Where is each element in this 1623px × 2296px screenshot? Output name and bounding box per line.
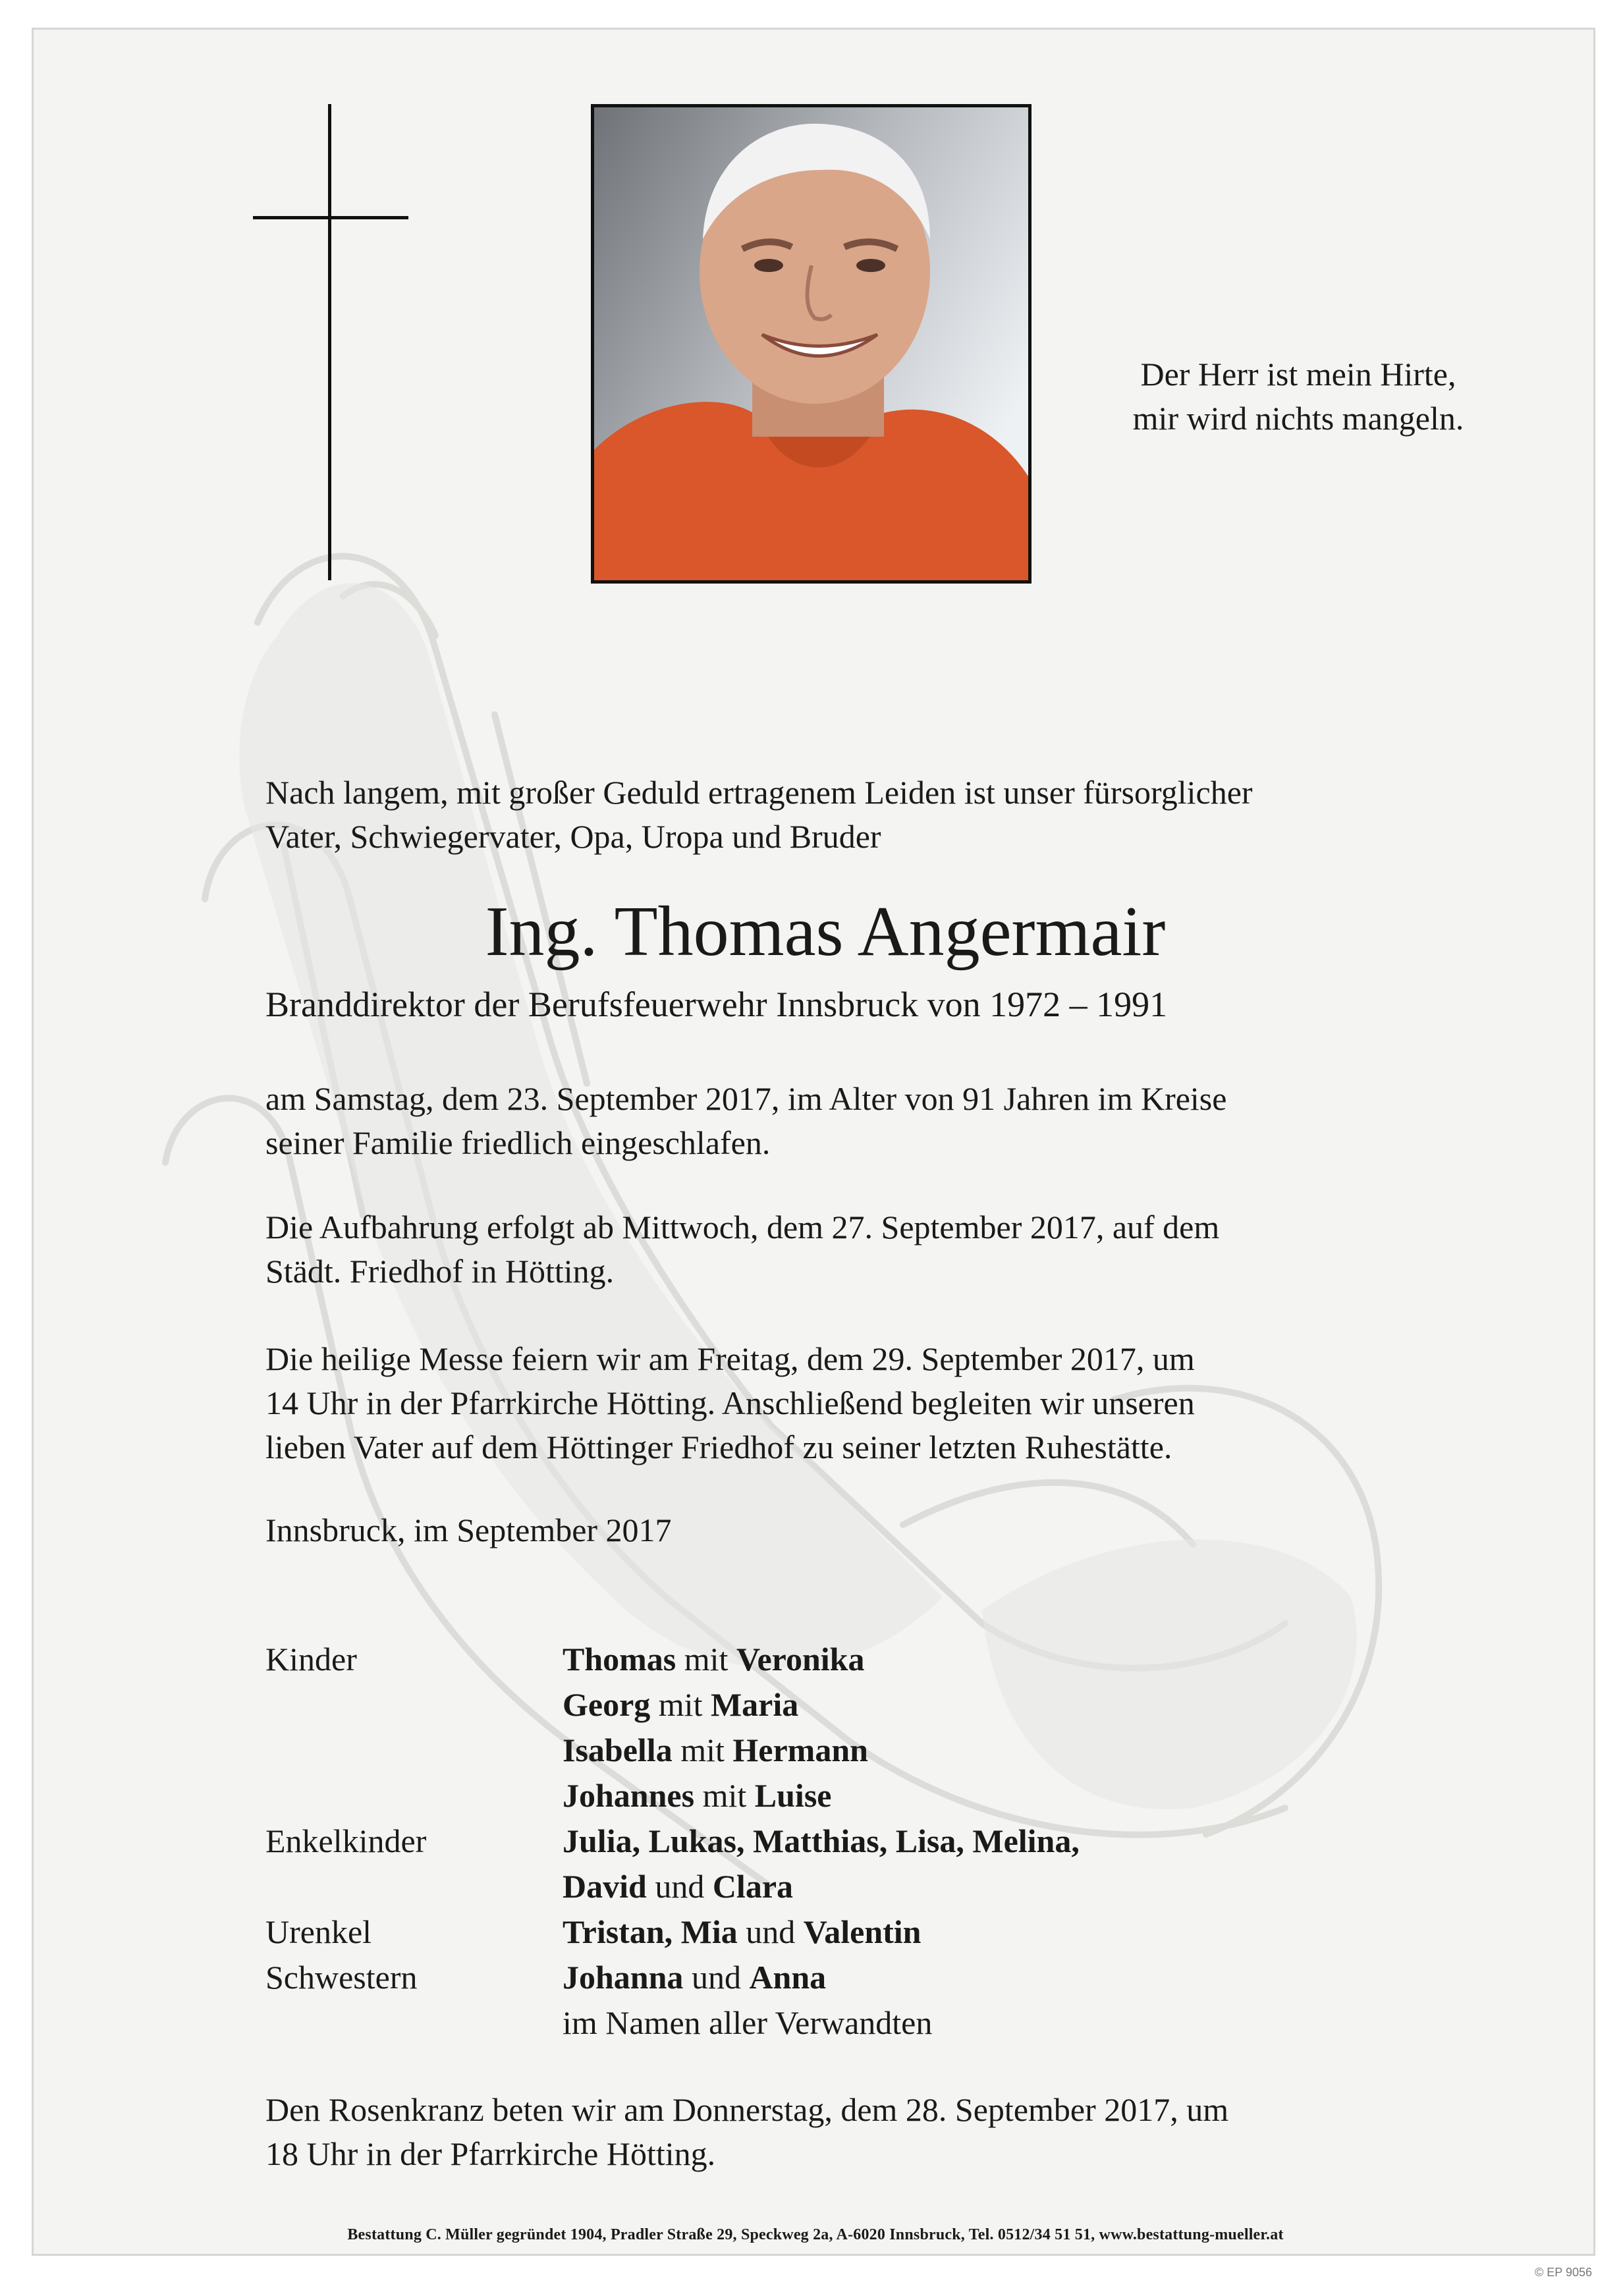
family-names: David und Clara: [563, 1868, 794, 1905]
print-code: © EP 9056: [1535, 2266, 1592, 2279]
place-date: Innsbruck, im September 2017: [265, 1512, 672, 1548]
family-row: [265, 1773, 1451, 1818]
deceased-title: Branddirektor der Berufsfeuerwehr Innsbruck von 1972 – 1991: [265, 985, 1168, 1024]
viewing-line: Städt. Friedhof in Hötting.: [265, 1253, 615, 1290]
family-names: Thomas mit Veronika: [563, 1641, 865, 1678]
family-names: Georg mit Maria: [563, 1686, 799, 1723]
family-names: Julia, Lukas, Matthias, Lisa, Melina,: [563, 1822, 1080, 1859]
intro-line: Nach langem, mit großer Geduld ertragenem Leiden ist unser fürsorglicher: [265, 774, 1253, 811]
family-row: [265, 1728, 1451, 1773]
deceased-name: Ing. Thomas Angermair: [485, 892, 1166, 971]
funeral-home-footer: Bestattung C. Müller gegründet 1904, Pradler Straße 29, Speckweg 2a, A-6020 Innsbruck, Tel. 0512/34 51 51, www.bestattung-mueller.at: [347, 2226, 1284, 2243]
death-line: seiner Familie friedlich eingeschlafen.: [265, 1124, 771, 1161]
cross-vertical-bar: [328, 104, 331, 580]
mass-line: lieben Vater auf dem Höttinger Friedhof zu seiner letzten Ruhestätte.: [265, 1429, 1172, 1465]
family-names: Johanna und Anna: [563, 1959, 827, 1996]
family-row: [265, 2000, 1451, 2046]
family-row: [265, 1909, 1451, 1955]
family-closing: im Namen aller Verwandten: [563, 2004, 933, 2041]
viewing-paragraph: [265, 1205, 1385, 1294]
cross-horizontal-bar: [253, 216, 408, 219]
intro-paragraph: [265, 771, 1385, 859]
bible-verse: [1061, 352, 1535, 441]
rosary-paragraph: [265, 2088, 1385, 2176]
family-row: [265, 1955, 1451, 2000]
family-row: [265, 1818, 1451, 1864]
family-names: Tristan, Mia und Valentin: [563, 1913, 922, 1950]
family-label: Kinder: [265, 1641, 357, 1678]
viewing-line: Die Aufbahrung erfolgt ab Mittwoch, dem 27. September 2017, auf dem: [265, 1209, 1220, 1245]
rosary-line: Den Rosenkranz beten wir am Donnerstag, dem 28. September 2017, um: [265, 2091, 1229, 2128]
intro-line: Vater, Schwiegervater, Opa, Uropa und Bruder: [265, 818, 881, 855]
portrait-photo: [591, 104, 1032, 584]
mass-line: Die heilige Messe feiern wir am Freitag, dem 29. September 2017, um: [265, 1340, 1195, 1377]
verse-line: mir wird nichts mangeln.: [1132, 400, 1464, 437]
family-label: Enkelkinder: [265, 1822, 427, 1859]
family-names: Johannes mit Luise: [563, 1777, 832, 1814]
family-label: Urenkel: [265, 1913, 372, 1950]
family-names: Isabella mit Hermann: [563, 1732, 868, 1768]
obituary-sheet: [32, 28, 1595, 2256]
family-row: [265, 1864, 1451, 1909]
family-row: [265, 1637, 1451, 1682]
mass-paragraph: [265, 1337, 1385, 1469]
family-label: Schwestern: [265, 1959, 418, 1996]
death-paragraph: [265, 1077, 1385, 1165]
family-row: [265, 1682, 1451, 1728]
death-line: am Samstag, dem 23. September 2017, im Alter von 91 Jahren im Kreise: [265, 1080, 1227, 1117]
rosary-line: 18 Uhr in der Pfarrkirche Hötting.: [265, 2135, 716, 2172]
family-list: [265, 1637, 1451, 2046]
portrait-illustration: [594, 107, 1028, 580]
mass-line: 14 Uhr in der Pfarrkirche Hötting. Anschließend begleiten wir unseren: [265, 1384, 1195, 1421]
verse-line: Der Herr ist mein Hirte,: [1140, 356, 1456, 393]
